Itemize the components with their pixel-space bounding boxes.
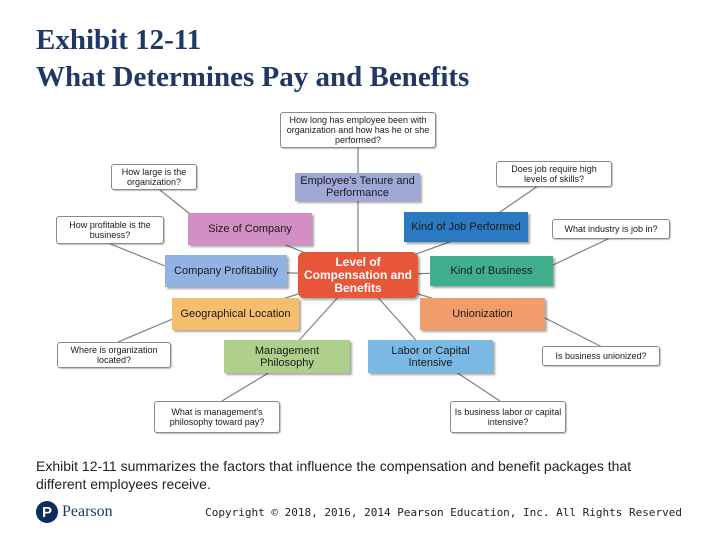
- factor-geographical-location: Geographical Location: [172, 298, 299, 330]
- pearson-logo: [36, 501, 113, 523]
- pearson-logo-text: Pearson: [62, 503, 113, 520]
- connector-line: [553, 238, 610, 265]
- connector-line: [500, 186, 538, 212]
- connector-line: [160, 190, 190, 214]
- question-management-pay: What is management's philosophy toward pay?: [154, 401, 280, 433]
- factor-company-profitability: Company Profitability: [165, 255, 287, 287]
- question-unionized: Is business unionized?: [542, 346, 660, 366]
- question-size: How large is the organization?: [111, 164, 197, 190]
- pearson-logo-icon: P: [36, 501, 58, 523]
- title-line-2: What Determines Pay and Benefits: [36, 61, 470, 93]
- factor-unionization: Unionization: [420, 298, 545, 330]
- factor-tenure-performance: Employee's Tenure and Performance: [295, 173, 420, 201]
- factor-kind-of-job: Kind of Job Performed: [404, 212, 528, 242]
- question-skills: Does job require high levels of skills?: [496, 161, 612, 187]
- factor-kind-of-business: Kind of Business: [430, 256, 553, 286]
- connector-line: [108, 243, 170, 268]
- question-labor-capital: Is business labor or capital intensive?: [450, 401, 566, 433]
- connector-line: [118, 318, 175, 342]
- connector-line: [456, 372, 500, 401]
- factor-labor-capital: Labor or Capital Intensive: [368, 340, 493, 373]
- center-node: Level of Compensation and Benefits: [298, 252, 418, 298]
- question-tenure: How long has employee been with organization and how has he or she performed?: [280, 112, 436, 148]
- copyright-notice: Copyright © 2018, 2016, 2014 Pearson Education, Inc. All Rights Reserved: [205, 506, 682, 519]
- factor-management-philosophy: Management Philosophy: [224, 340, 350, 373]
- caption-text: Exhibit 12-11 summarizes the factors that influence the compensation and benefit packages that different employees receive.: [36, 458, 632, 492]
- factor-size-of-company: Size of Company: [188, 213, 312, 245]
- question-location: Where is organization located?: [57, 342, 171, 368]
- connector-line: [222, 372, 270, 401]
- connector-line: [545, 318, 602, 347]
- question-profitable: How profitable is the business?: [56, 216, 164, 244]
- question-industry: What industry is job in?: [552, 219, 670, 239]
- title-line-1: Exhibit 12-11: [36, 24, 202, 56]
